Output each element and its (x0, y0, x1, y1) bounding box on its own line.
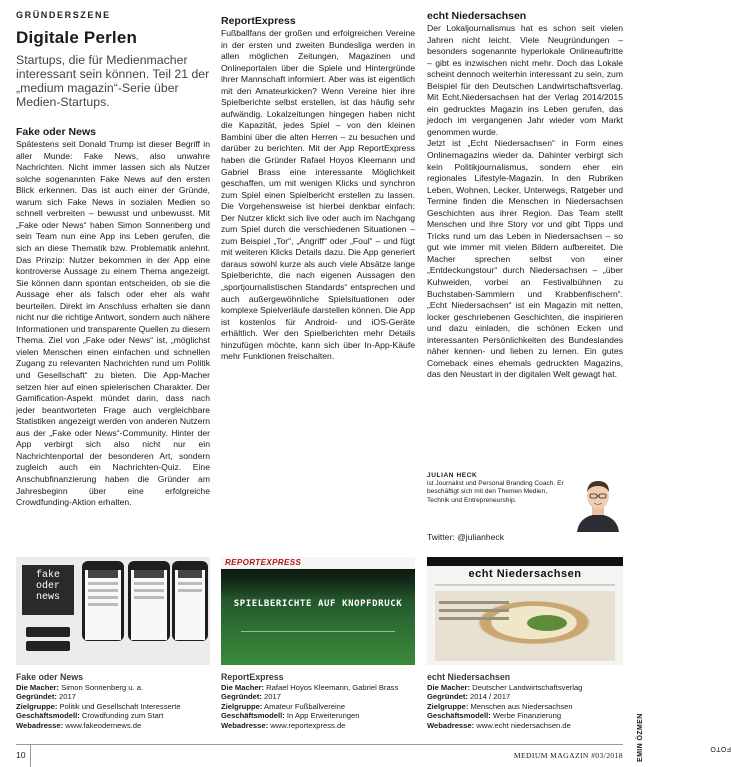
caption-row-business-model: Geschäftsmodell: In App Erweiterungen (221, 711, 360, 721)
caption-row-founded: Gegründet: 2017 (221, 692, 281, 702)
website-link[interactable]: www.fakeodernews.de (65, 720, 142, 730)
pitch-line (241, 631, 395, 632)
caption-row-target: Zielgruppe: Amateur Fußballvereine (221, 701, 346, 711)
caption-row-makers: Die Macher: Rafael Hoyos Kleemann, Gabriel Brass (221, 683, 399, 692)
author-description: ist Journalist und Personal Branding Coach. Er beschäftigt sich mit den Themen Medien, Technik und Entrepreneurship. (427, 480, 564, 504)
caption-echt-niedersachsen (427, 672, 623, 730)
page-number: 10 (16, 750, 26, 760)
reportexpress-hero-headline: SPIELBERICHTE AUF KNOPFDRUCK (233, 599, 403, 609)
echt-niedersachsen-body-1: Der Lokaljournalismus hat es schon seit vielen Jahren nicht leicht. Viele Neugründungen – besonders sogenannte hyperlokale Onlineauftritte – gibt es inzwischen nicht mehr. Doch das Lokale scheint dennoch weiterhin interessant zu sein, zum Beispiel für den Deutschen Landwirtschaftsverlag. Mit Echt.Niedersachsen hat der Verlag 2014/2015 ein gedrucktes Magazin ins Leben gerufen, das jedoch im vergangenen Jahr wieder vom Markt genommen wurde. (427, 23, 623, 137)
echt-niedersachsen-screenshot (427, 557, 623, 665)
caption-row-website: Webadresse: www.fakeodernews.de (16, 720, 142, 730)
google-play-badge (26, 641, 70, 651)
reportexpress-logo: REPORTEXPRESS (225, 558, 302, 567)
caption-title: Fake oder News (16, 672, 83, 682)
author-box (427, 472, 623, 550)
caption-row-makers: Die Macher: Deutscher Landwirtschaftsverlag (427, 683, 583, 692)
echt-niedersachsen-topbar (427, 557, 623, 566)
author-photo (573, 472, 623, 532)
reportexpress-screenshot (221, 557, 415, 665)
footer-divider (30, 745, 31, 767)
stadium-lights (221, 569, 415, 599)
food-garnish (527, 615, 567, 631)
reportexpress-header (221, 557, 415, 569)
caption-title: ReportExpress (221, 672, 284, 682)
column-3 (427, 10, 623, 381)
author-name: JULIAN HECK (427, 472, 478, 479)
magazine-issue: MEDIUM MAGAZIN #03/2018 (513, 751, 623, 760)
phone-mockup (128, 561, 170, 641)
intro-text: Startups, die für Medienmacher interessant sein können. Teil 21 der „medium magazin“-Serie über Medien-Startups. (16, 53, 210, 110)
website-link[interactable]: www.reportexpress.de (270, 720, 346, 730)
website-link[interactable]: www.echt niedersachsen.de (476, 720, 571, 730)
fake-oder-news-screenshot (16, 557, 210, 665)
page-title: Digitale Perlen (16, 27, 138, 47)
app-store-badge (26, 627, 70, 637)
caption-row-target: Zielgruppe: Menschen aus Niedersachsen (427, 701, 573, 711)
column-1 (16, 10, 210, 509)
echt-niedersachsen-nav (435, 584, 615, 586)
column-2 (221, 10, 415, 363)
echt-niedersachsen-body-2: Jetzt ist „Echt Niedersachsen“ in Form eines Onlinemagazins wieder da. Dahinter verbirgt sich kein Politikjournalismus, sondern eher ein regionales Lifestyle-Magazin. In den Rubriken Leben, Wohnen, Lecker, Unterwegs, Ratgeber und Termine finden die Menschen in Niedersachsen Geschichten aus ihrer Region. Das Team stellt Menschen und ihre Story vor und gibt Tipps und Tricks rund um das Leben in Niedersachsen – so gut wie immer mit vielen Bildern aufbereitet. Die Macher sprechen selbst von einer „Entdeckungstour“ durch Niedersachsen – „über Kuhweiden, vorbei an Festivalbühnen zu Buchstaben-Sammlern und Krabbenfischern“. „Echt Niedersachsen“ ist ein Magazin mit netten, locker geschriebenen Geschichten, die inspirieren und dazu einladen, die schönen Ecken und interessanten Persönlichkeiten des Bundeslandes näher kennen- und lieben zu lernen. Ein gutes Comeback eines ehemals gedruckten Magazins, das den Neustart in der digitalen Welt gewagt hat. (427, 138, 623, 380)
caption-fake-oder-news (16, 672, 210, 730)
fake-oder-news-logo: fake oder news (22, 565, 74, 615)
caption-row-founded: Gegründet: 2014 / 2017 (427, 692, 511, 702)
caption-row-business-model: Geschäftsmodell: Werbe Finanzierung (427, 711, 562, 721)
echt-niedersachsen-logo: echt Niedersachsen (468, 568, 582, 580)
article-teaser (439, 601, 509, 625)
caption-title: echt Niedersachsen (427, 672, 511, 682)
author-twitter[interactable]: Twitter: @julianheck (427, 532, 505, 542)
fake-oder-news-body: Spätestens seit Donald Trump ist dieser Begriff in aller Munde: Fake News, also unwahre Nachrichten. Nicht immer lassen sich als Nutzer solche sogenannten Fake News auf den ersten Blick erkennen. Das ist auch einer der Gründe, warum sich Fake News in sozialen Medien so schnell verbreiten – bewusst und unbewusst. Mit „Fake oder News“ haben Simon Sonnenberg und sein Team nun eine App ins Leben gerufen, die sich an diese Thematik bzw. Problematik anlehnt. Das Prinzip: Nutzer bekommen in der App eine kontroverse Aussage zu einem Thema angezeigt. Sie können dann spontan entscheiden, ob sie die Aussage eher als falsch oder eher als wahr beurteilen. Direkt im Anschluss erhalten sie dann nicht nur die richtige Antwort, sondern auch nähere Informationen und transparente Quellen zu diesem Thema. Ziel von „Fake oder News“ ist, „möglichst vielen Menschen einen einfachen und schnellen Zugang zu relevanten Nachrichten rund um Politik und Gesellschaft“ zu bieten. Die App-Macher setzen hier auf einen spielerischen Charakter. Der Gamification-Aspekt mündet darin, dass nach jeder beantworteten Frage auch vergleichbare Statistiken angezeigt werden von anderen Nutzern aus der „Fake oder News“-Community. Hinter der App verbirgt sich also nicht nur ein Nachrichtenportal der besonderen Art, sondern zugleich auch ein Nachrichten-Quiz. Eine Anschubfinanzierung haben die Gründer am Jahresbeginn über eine erfolgreiche Crowdfunding-Aktion erhalten. (16, 139, 210, 508)
caption-row-website: Webadresse: www.reportexpress.de (221, 720, 346, 730)
phone-mockup (172, 561, 208, 641)
caption-row-website: Webadresse: www.echt niedersachsen.de (427, 720, 571, 730)
caption-row-target: Zielgruppe: Politik und Gesellschaft Interesserte (16, 701, 181, 711)
phone-mockup (82, 561, 124, 641)
caption-row-makers: Die Macher: Simon Sonnenberg u. a. (16, 683, 144, 692)
footer-rule (16, 744, 623, 745)
photo-credit: FOTO EMIN ÖZMEN (637, 713, 731, 762)
section-kicker: GRÜNDERSZENE (16, 10, 111, 20)
caption-reportexpress (221, 672, 415, 730)
caption-row-business-model: Geschäftsmodell: Crowdfunding zum Start (16, 711, 164, 721)
reportexpress-body: Fußballfans der großen und erfolgreichen Vereine in der ersten und zweiten Bundesliga werden in allen möglichen Zeitungen, Magazinen und Onlineportalen über die Spiele und Hintergründe ihrer Mannschaft informiert. Aber was ist eigentlich mit den Amateurkicken? Wenn Vereine hier ihre Spielberichte selbst erstellen, ist das häufig sehr aufwändig. Lokalzeitungen hingegen haben nicht die Kapazität, jedes Spiel – von den kleinen Bambini über die alten Herren – zu besuchen und darüber zu berichten. Mit der App ReportExpress haben die Gründer Rafael Hoyos Kleemann und Gabriel Brass eine interessante Möglichkeit geschaffen, um mit wenigen Klicks und synchron zum Spiel einen Spielbericht erstellen zu lassen. Die Vorgehensweise ist hierbei denkbar einfach: Der Nutzer klickt sich live oder auch im Nachgang zum Spiel durch die verschiedenen Situationen – zum Beispiel „Tor“, „Angriff“ oder „Foul“ – und fügt mit weiteren Klicks Details dazu. Die App generiert daraus sowohl kurze als auch viele Absätze lange Spielberichte, die nach eigenen Aussagen den „sportjournalistischen Standards“ entsprechen und auch außergewöhnliche Spielsituationen oder komplexe Spielverläufe darstellen können. Die App ist kostenlos für Android- und iOS-Geräte erhältlich. Wer den Spielberichten mehr Details hinzufügen möchte, kann sich über In-App-Käufe mehr Funktionen freischalten. (221, 28, 415, 362)
reportexpress-heading: ReportExpress (221, 15, 296, 27)
caption-row-founded: Gegründet: 2017 (16, 692, 76, 702)
fake-oder-news-heading: Fake oder News (16, 126, 96, 139)
echt-niedersachsen-heading: echt Niedersachsen (427, 10, 527, 22)
